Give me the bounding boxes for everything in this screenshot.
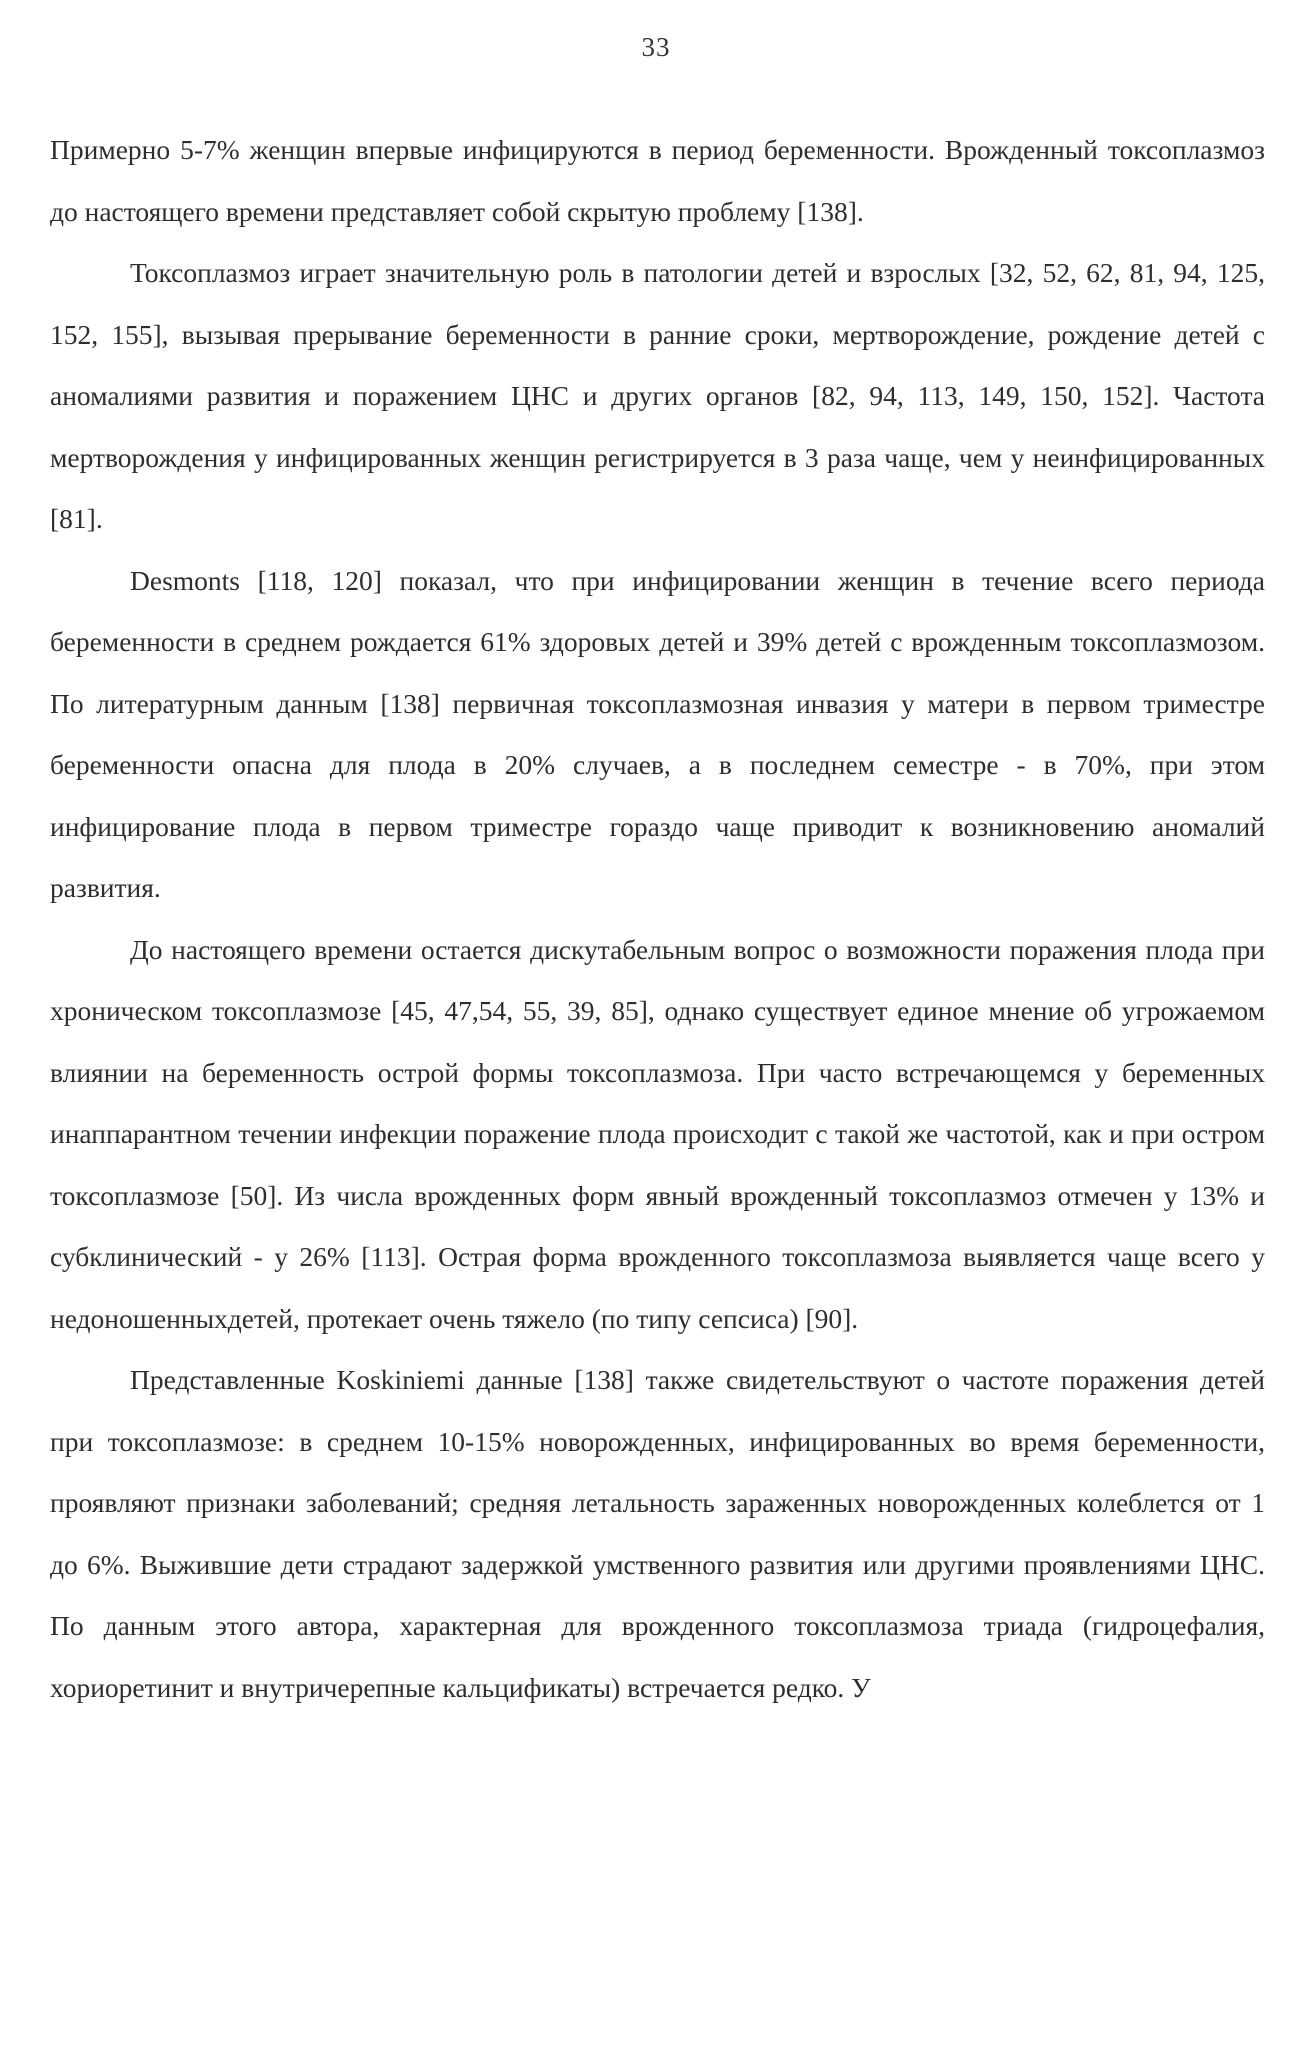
body-text (50, 119, 1265, 1718)
paragraph-koskiniemi: Представленные Koskiniemi данные [138] также свидетельствуют о частоте поражения детей при токсоплазмозе: в среднем 10-15% новорожденных, инфицированных во время беременности, проявляют признаки заболеваний; средняя летальность зараженных новорожденных колеблется от 1 до 6%. Выжившие дети страдают задержкой умственного развития или другими проявлениями ЦНС. По данным этого автора, характерная для врожденного токсоплазмоза триада (гидроцефалия, хориоретинит и внутричерепные кальцификаты) встречается редко. У (50, 1364, 1265, 1703)
paragraph-toxoplasmosis-role: Токсоплазмоз играет значительную роль в патологии детей и взрослых [32, 52, 62, 81, 94, 125, 152, 155], вызывая прерывание беременности в ранние сроки, мертворождение, рождение детей с аномалиями развития и поражением ЦНС и других органов [82, 94, 113, 149, 150, 152]. Частота мертворождения у инфицированных женщин регистрируется в 3 раза чаще, чем у неинфицированных [81]. (50, 257, 1265, 534)
paragraph-desmonts: Desmonts [118, 120] показал, что при инфицировании женщин в течение всего периода беременности в среднем рождается 61% здоровых детей и 39% детей с врожденным токсоплазмозом. По литературным данным [138] первичная токсоплазмозная инвазия у матери в первом триместре беременности опасна для плода в 20% случаев, а в последнем семестре - в 70%, при этом инфицирование плода в первом триместре гораздо чаще приводит к возникновению аномалий развития. (50, 564, 1265, 903)
paragraph-intro: Примерно 5-7% женщин впервые инфицируются в период беременности. Врожденный токсоплазмоз до настоящего времени представляет собой скрытую проблему [138]. (50, 134, 1265, 227)
page-number: 33 (641, 32, 671, 62)
paragraph-chronic-toxoplasmosis: До настоящего времени остается дискутабельным вопрос о возможности поражения плода при хроническом токсоплазмозе [45, 47,54, 55, 39, 85], однако существует единое мнение об угрожаемом влиянии на беременность острой формы токсоплазмоза. При часто встречающемся у беременных инаппарантном течении инфекции поражение плода происходит с такой же частотой, как и при остром токсоплазмозе [50]. Из числа врожденных форм явный врожденный токсоплазмоз отмечен у 13% и субклинический - у 26% [113]. Острая форма врожденного токсоплазмоза выявляется чаще всего у недоношенныхдетей, протекает очень тяжело (по типу сепсиса) [90]. (50, 933, 1265, 1334)
